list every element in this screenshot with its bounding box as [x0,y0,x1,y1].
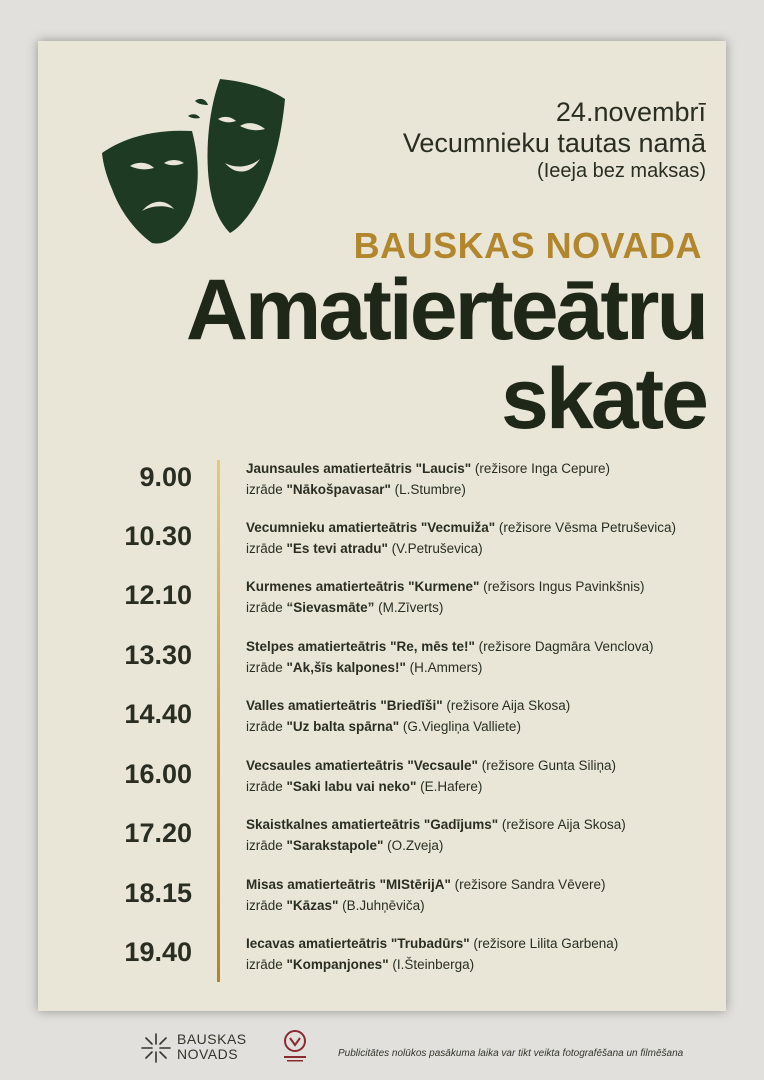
schedule-play-line [246,482,466,497]
poster-title-line2: skate [501,351,706,447]
troupe-name: Valles amatierteātris "Briedīši" [246,698,443,713]
schedule-play-line [246,600,443,615]
schedule-troupe-line [246,520,676,535]
play-author: (E.Hafere) [416,779,483,794]
schedule-row [38,698,726,748]
play-author: (B.Juhņēviča) [338,898,425,913]
event-date: 24.novembrī [555,97,706,127]
play-title: "Uz balta spārna" [286,719,400,734]
schedule-row [38,579,726,629]
troupe-name: Vecumnieku amatierteātris "Vecmuiža" [246,520,496,535]
play-author: (M.Zīverts) [374,600,444,615]
troupe-director: (režisore Aija Skosa) [498,817,626,832]
troupe-director: (režisore Aija Skosa) [442,698,571,713]
schedule-time: 16.00 [124,759,192,789]
play-title: "Ak,šīs kalpones!" [286,660,406,675]
play-title: "Nākošpavasar" [286,482,391,497]
schedule-time: 18.15 [124,878,192,908]
theatre-masks-icon [100,71,290,251]
schedule-time: 13.30 [124,640,192,670]
schedule-troupe-line [246,461,610,476]
footer-publicity-note: Publicitātes nolūkos pasākuma laika var tikt veikta fotografēšana un filmēšana [338,1048,684,1059]
play-author: (G.Viegliņa Valliete) [399,719,521,734]
schedule-row [38,936,726,986]
schedule-row [38,520,726,570]
schedule-time: 12.10 [124,580,192,610]
schedule-time: 9.00 [139,462,192,492]
footer-logo-text [177,1032,247,1062]
play-prefix: izrāde [246,898,287,913]
schedule-time: 10.30 [124,521,192,551]
troupe-director: (režisore Inga Cepure) [471,461,610,476]
play-author: (I.Šteinberga) [388,957,475,972]
schedule-troupe-line [246,698,570,713]
schedule-row [38,758,726,808]
play-prefix: izrāde [246,600,287,615]
play-title: "Saki labu vai neko" [286,779,417,794]
troupe-director: (režisore Dagmāra Venclova) [474,639,654,654]
play-author: (V.Petruševica) [387,541,483,556]
event-admission-note: (Ieeja bez maksas) [537,160,706,182]
troupe-director: (režisore Gunta Siliņa) [477,758,617,773]
event-venue: Vecumnieku tautas namā [402,128,706,158]
play-author: (O.Zveja) [383,838,444,853]
play-author: (H.Ammers) [405,660,483,675]
schedule-troupe-line [246,936,618,951]
schedule-play-line [246,660,482,675]
logo-line1: BAUSKAS [177,1031,247,1047]
schedule-row [38,461,726,511]
troupe-name: Kurmenes amatierteātris "Kurmene" [246,579,480,594]
schedule-play-line [246,541,483,556]
poster-subtitle: BAUSKAS NOVADA [353,225,702,266]
troupe-director: (režisors Ingus Pavinkšnis) [479,579,645,594]
play-prefix: izrāde [246,541,287,556]
footer [0,1011,764,1080]
play-prefix: izrāde [246,660,287,675]
schedule-row [38,639,726,689]
play-title: "Sarakstapole" [286,838,384,853]
schedule-troupe-line [246,639,653,654]
play-prefix: izrāde [246,482,287,497]
play-prefix: izrāde [246,957,287,972]
troupe-director: (režisore Lilita Garbena) [469,936,619,951]
play-title: "Kāzas" [286,898,339,913]
schedule-play-line [246,957,474,972]
play-prefix: izrāde [246,838,287,853]
troupe-name: Misas amatierteātris "MIStērijA" [246,877,451,892]
schedule-troupe-line [246,877,605,892]
vecumnieki-seal-icon [281,1029,309,1065]
play-prefix: izrāde [246,719,287,734]
play-title: "Es tevi atradu" [286,541,388,556]
schedule-play-line [246,838,443,853]
schedule-play-line [246,779,482,794]
schedule-play-line [246,719,521,734]
schedule-time: 17.20 [124,818,192,848]
troupe-name: Stelpes amatierteātris "Re, mēs te!" [246,639,475,654]
schedule-troupe-line [246,579,644,594]
play-prefix: izrāde [246,779,287,794]
troupe-name: Vecsaules amatierteātris "Vecsaule" [246,758,478,773]
poster [38,41,726,1011]
troupe-name: Jaunsaules amatierteātris "Laucis" [246,461,472,476]
schedule-time: 14.40 [124,699,192,729]
troupe-director: (režisore Vēsma Petruševica) [495,520,676,535]
bauskas-novads-logo-icon [140,1032,172,1064]
logo-line2: NOVADS [177,1046,239,1062]
play-title: “Sievasmāte” [286,600,375,615]
play-title: "Kompanjones" [286,957,389,972]
play-author: (L.Stumbre) [390,482,466,497]
schedule-troupe-line [246,817,626,832]
schedule-row [38,817,726,867]
troupe-name: Iecavas amatierteātris "Trubadūrs" [246,936,470,951]
schedule-play-line [246,898,425,913]
troupe-director: (režisore Sandra Vēvere) [450,877,606,892]
schedule-time: 19.40 [124,937,192,967]
troupe-name: Skaistkalnes amatierteātris "Gadījums" [246,817,499,832]
schedule-row [38,877,726,927]
event-info [403,97,706,183]
poster-title-line1: Amatierteātru [185,262,706,358]
schedule-troupe-line [246,758,616,773]
